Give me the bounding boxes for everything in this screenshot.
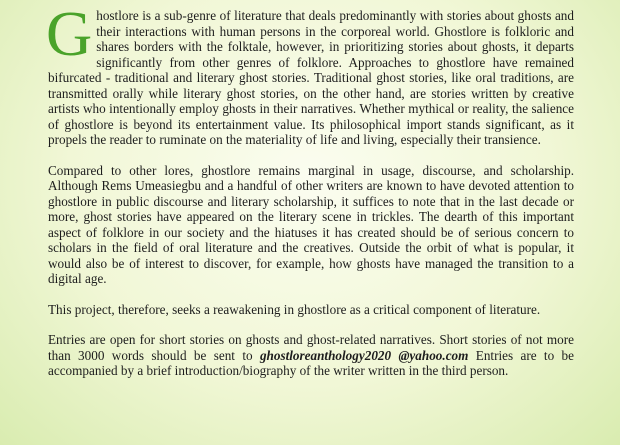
paragraph-project: This project, therefore, seeks a reawakening in ghostlore as a critical component of literature. bbox=[48, 301, 541, 317]
paragraph-intro-text: hostlore is a sub-genre of literature that deals predominantly with stories about ghosts and their interactions with human persons in the corporeal world. Ghostlore is folkloric and shares borders with the folktale, however, in prioritizing stories about ghosts, it departs significantly from other genres of folklore. Approaches to ghostlore have remained bifurcated - traditional and literary ghost stories. Traditional ghost stories, like oral traditions, are transmitted orally while literary ghost stories, on the other hand, are stories written by creative artists who intentionally employ ghosts in their narratives. Whether mythical or reality, the salience of ghostlore is beyond its entertainment value. Its philosophical import stands significant, as it propels the reader to ruminate on the materiality of life and living, especially their transience. bbox=[48, 8, 574, 147]
paragraph-entries bbox=[48, 332, 574, 379]
paragraph-marginal: Compared to other lores, ghostlore remains marginal in usage, discourse, and scholarship. Although Rems Umeasiegbu and a handful of other writers are known to have devoted attention to ghostlore in public discourse and literary scholarship, it suffices to note that in the last decade or more, ghost stories have appeared on the literary scene in trickles. The dearth of this important aspect of folklore in our society and the hiatuses it has created should be of serious concern to scholars in the field of oral literature and the creatives. Outside the orbit of what is popular, it would also be of interest to discover, for example, how ghosts have managed the transition to a digital age. bbox=[48, 162, 574, 286]
entries-rest-text: Entries are to be accompanied by a brief introduction/biography of the writer written in the third person. bbox=[48, 347, 574, 378]
submission-email: ghostloreanthology2020 @yahoo.com bbox=[259, 347, 469, 363]
drop-cap: G bbox=[46, 0, 93, 69]
article-body bbox=[46, 0, 574, 379]
paragraph-intro bbox=[46, 0, 574, 148]
entries-intro-text: Entries are open for short stories on ghosts and ghost-related narratives. Short stories of not more than 3000 words should be sent to bbox=[48, 332, 574, 363]
